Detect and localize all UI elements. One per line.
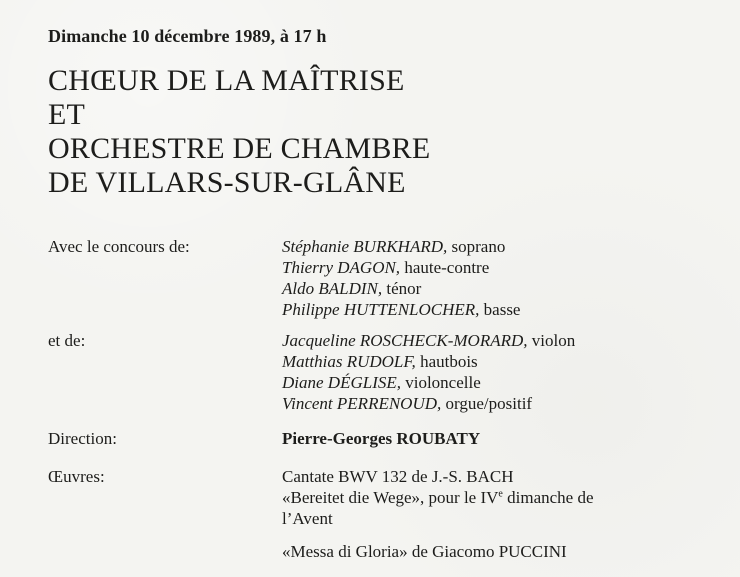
list-item (282, 393, 696, 414)
list-item (282, 372, 696, 393)
work-line-1: Cantate BWV 132 de J.-S. BACH (282, 467, 514, 486)
performer-name: Philippe HUTTENLOCHER, (282, 300, 480, 319)
performer-role: ténor (382, 279, 422, 298)
instrumentalists-section (48, 330, 698, 414)
title-line-1: CHŒUR DE LA MAÎTRISE (48, 64, 405, 97)
soloists-label: Avec le concours de: (48, 237, 190, 256)
performer-name: Matthias RUDOLF, (282, 352, 416, 371)
director-name: Pierre-Georges ROUBATY (282, 429, 481, 448)
performer-role: violon (527, 331, 576, 350)
list-item (282, 236, 696, 257)
event-date-time: Dimanche 10 décembre 1989, à 17 h (48, 26, 327, 46)
work-line-2 (282, 487, 696, 508)
performer-role: haute-contre (400, 258, 490, 277)
list-item (282, 330, 696, 351)
direction-label: Direction: (48, 429, 117, 448)
performer-name: Jacqueline ROSCHECK-MORARD, (282, 331, 528, 350)
work-line-2-prefix: «Bereitet die Wege», pour le IV (282, 488, 499, 507)
direction-section (48, 428, 698, 450)
soloists-list (282, 236, 696, 320)
soloists-section (48, 236, 698, 320)
work-line-3: l’Avent (282, 509, 333, 528)
performer-name: Diane DÉGLISE, (282, 373, 401, 392)
works-spacer (282, 529, 696, 541)
performer-name: Stéphanie BURKHARD, (282, 237, 448, 256)
title-line-4: DE VILLARS-SUR-GLÂNE (48, 166, 406, 199)
performer-name: Aldo BALDIN, (282, 279, 383, 298)
performer-role: orgue/positif (441, 394, 533, 413)
list-item (282, 257, 696, 278)
list-item (282, 299, 696, 320)
works-label: Œuvres: (48, 467, 105, 486)
concert-title (48, 64, 698, 200)
list-item (282, 351, 696, 372)
performer-role: basse (479, 300, 521, 319)
ordinal-superscript: e (498, 488, 503, 500)
work-line-4: «Messa di Gloria» de Giacomo PUCCINI (282, 542, 567, 561)
performer-role: violoncelle (400, 373, 481, 392)
work-line-2-suffix: dimanche de (502, 488, 594, 507)
title-line-2: ET (48, 98, 86, 131)
performer-role: soprano (447, 237, 506, 256)
performer-name: Thierry DAGON, (282, 258, 401, 277)
performer-name: Vincent PERRENOUD, (282, 394, 442, 413)
instrumentalists-label: et de: (48, 331, 86, 350)
title-line-3: ORCHESTRE DE CHAMBRE (48, 132, 431, 165)
performer-role: hautbois (415, 352, 478, 371)
list-item (282, 278, 696, 299)
works-section (48, 466, 698, 571)
works-list (282, 466, 696, 562)
instrumentalists-list (282, 330, 696, 414)
